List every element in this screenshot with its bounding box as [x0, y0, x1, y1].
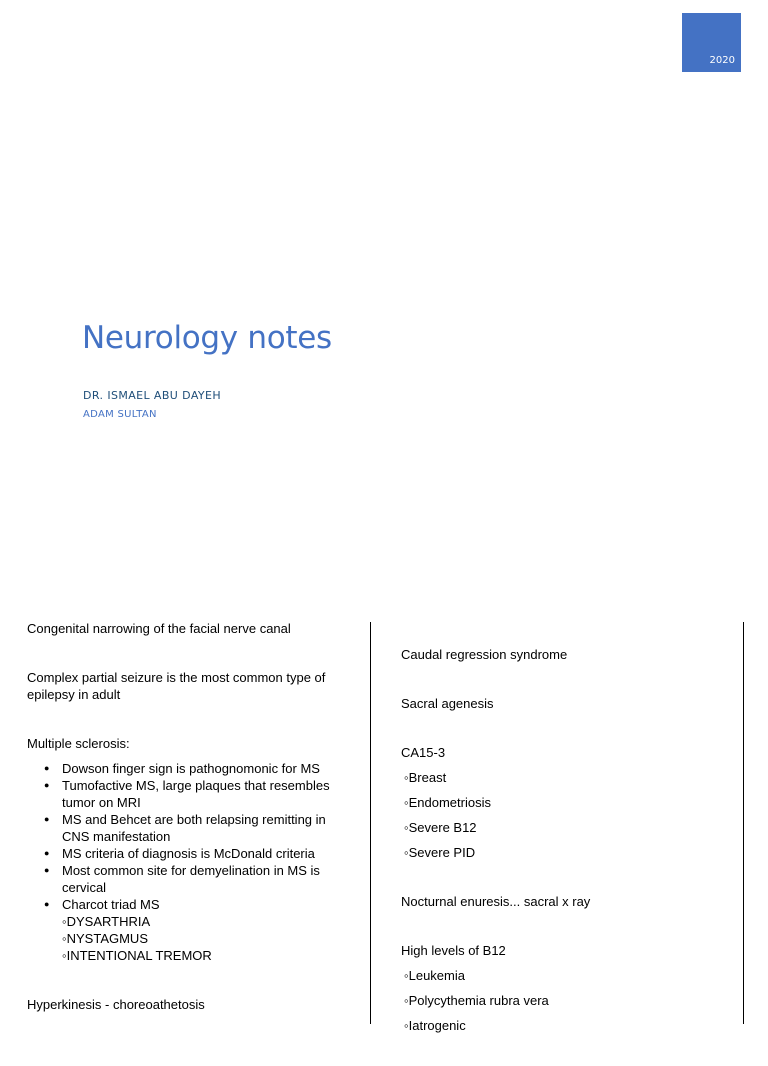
sub-item: ◦ Polycythemia rubra vera [404, 992, 721, 1009]
right-column [401, 646, 721, 1066]
column-divider [370, 622, 371, 1024]
note-paragraph: Nocturnal enuresis... sacral x ray [401, 894, 591, 909]
list-item-label: Charcot triad MS [62, 897, 160, 912]
list-item: ● MS and Behcet are both relapsing remitting in CNS manifestation [62, 811, 347, 845]
list-item-charcot [62, 896, 347, 964]
list-item: ● Tumofactive MS, large plaques that resembles tumor on MRI [62, 777, 347, 811]
ca-heading: CA15-3 [401, 745, 446, 760]
charcot-sublist [62, 913, 347, 964]
sub-item: ◦ Severe B12 [404, 819, 721, 836]
sub-item: ◦ Endometriosis [404, 794, 721, 811]
ms-heading: Multiple sclerosis: [27, 736, 130, 751]
list-item: ● Most common site for demyelination in MS is cervical [62, 862, 347, 896]
note-paragraph: Hyperkinesis - choreoathetosis [27, 997, 205, 1012]
sub-item: ◦ Leukemia [404, 967, 721, 984]
ca-list [401, 769, 721, 861]
sub-item: ◦ Severe PID [404, 844, 721, 861]
note-paragraph: Sacral agenesis [401, 696, 494, 711]
author-name: DR. ISMAEL ABU DAYEH [83, 389, 222, 402]
subauthor-name: ADAM SULTAN [83, 409, 157, 420]
sub-item: ◦ Breast [404, 769, 721, 786]
note-paragraph: Congenital narrowing of the facial nerve canal [27, 621, 291, 636]
sub-item: ◦ Iatrogenic [404, 1017, 721, 1034]
list-item: ● MS criteria of diagnosis is McDonald criteria [62, 845, 347, 862]
year-box [682, 13, 741, 72]
ms-list [27, 760, 347, 964]
note-paragraph: Complex partial seizure is the most common type of epilepsy in adult [27, 670, 326, 702]
document-title: Neurology notes [82, 320, 332, 356]
list-item: ● Dowson finger sign is pathognomonic for MS [62, 760, 347, 777]
sub-item: ◦ NYSTAGMUS [62, 930, 347, 947]
year-label: 2020 [709, 55, 735, 66]
sub-item: ◦ INTENTIONAL TREMOR [62, 947, 347, 964]
sub-item: ◦ DYSARTHRIA [62, 913, 347, 930]
column-divider [743, 622, 744, 1024]
note-paragraph: Caudal regression syndrome [401, 647, 568, 662]
b12-heading: High levels of B12 [401, 943, 506, 958]
left-column [27, 620, 347, 1045]
